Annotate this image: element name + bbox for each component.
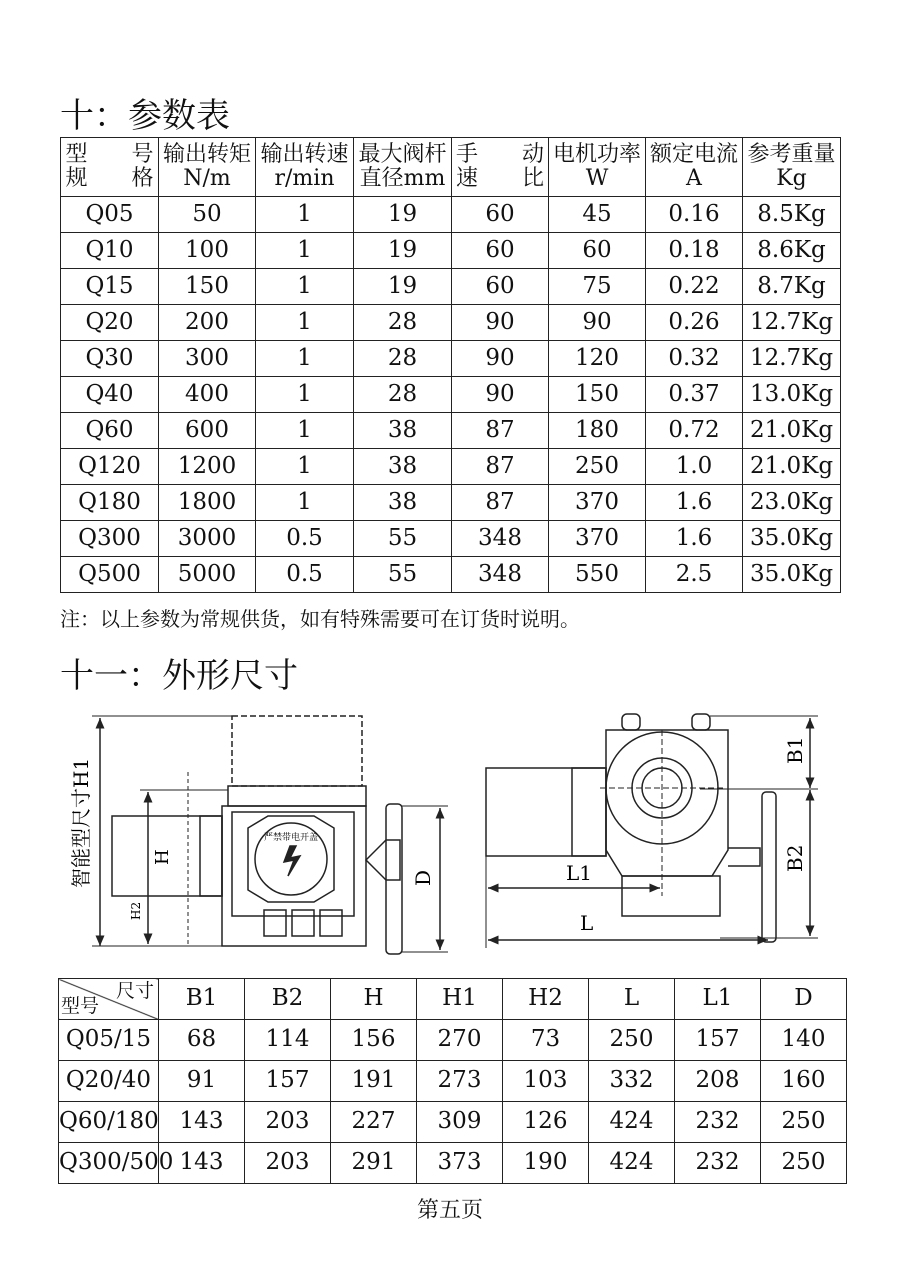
param-header-line2: 直径mm (359, 166, 446, 191)
param-cell: 150 (549, 377, 646, 413)
param-cell: 1.6 (646, 521, 743, 557)
base-flange (622, 876, 720, 916)
param-cell: 21.0Kg (743, 449, 841, 485)
param-cell: 90 (452, 341, 549, 377)
param-header-cell (354, 138, 452, 197)
dim-cell: 273 (417, 1061, 503, 1102)
section-title-dimensions: 十一：外形尺寸 (60, 656, 298, 696)
smart-size-label: 智能型尺寸H1 (69, 757, 93, 888)
param-cell: 50 (159, 197, 256, 233)
dim-row (59, 1061, 847, 1102)
dim-cell: 203 (245, 1102, 331, 1143)
label-h: H (152, 849, 173, 865)
param-row (61, 197, 841, 233)
dimension-table (58, 978, 847, 1184)
param-cell: 19 (354, 233, 452, 269)
param-cell: 75 (549, 269, 646, 305)
param-cell: 0.16 (646, 197, 743, 233)
param-cell: 0.72 (646, 413, 743, 449)
dim-corner-cell (59, 979, 159, 1020)
dim-cell: 424 (589, 1143, 675, 1184)
dim-cell: 373 (417, 1143, 503, 1184)
param-header-line2: W (585, 166, 609, 191)
dim-cell: 208 (675, 1061, 761, 1102)
param-cell: 12.7Kg (743, 305, 841, 341)
param-cell: 8.7Kg (743, 269, 841, 305)
param-cell: Q60 (61, 413, 159, 449)
param-cell: 90 (452, 377, 549, 413)
dim-cell: 203 (245, 1143, 331, 1184)
label-d: D (411, 869, 435, 886)
param-cell: 23.0Kg (743, 485, 841, 521)
param-cell: 13.0Kg (743, 377, 841, 413)
dimension-drawing (0, 700, 900, 970)
dim-cell: 143 (159, 1143, 245, 1184)
dim-cell: 91 (159, 1061, 245, 1102)
param-cell: 550 (549, 557, 646, 593)
param-cell: 100 (159, 233, 256, 269)
param-header-cell (743, 138, 841, 197)
label-l1: L1 (566, 861, 593, 885)
param-cell: 87 (452, 413, 549, 449)
dim-row (59, 1020, 847, 1061)
param-cell: 55 (354, 521, 452, 557)
param-cell: 38 (354, 413, 452, 449)
dim-cell: 332 (589, 1061, 675, 1102)
param-cell: Q180 (61, 485, 159, 521)
param-header-cell (452, 138, 549, 197)
dim-cell: 190 (503, 1143, 589, 1184)
dim-header-cell: B2 (245, 979, 331, 1020)
param-header-cell (159, 138, 256, 197)
param-cell: 1 (256, 269, 354, 305)
dim-header-cell: L (589, 979, 675, 1020)
dim-header-cell: D (761, 979, 847, 1020)
param-header-line2: 规 格 (65, 166, 154, 191)
param-cell: 120 (549, 341, 646, 377)
param-header-line1: 额定电流 (649, 141, 738, 167)
dim-header-cell: H2 (503, 979, 589, 1020)
param-cell: 28 (354, 341, 452, 377)
param-cell: 0.18 (646, 233, 743, 269)
corner-top-label: 尺寸 (115, 980, 154, 1002)
param-cell: 600 (159, 413, 256, 449)
param-header-line2: 速 比 (455, 166, 544, 191)
dim-cell: 140 (761, 1020, 847, 1061)
note-text: 注：以上参数为常规供货，如有特殊需要可在订货时说明。 (60, 607, 580, 631)
dim-cell: Q20/40 (59, 1061, 159, 1102)
motor-right (486, 768, 606, 856)
param-cell: 0.37 (646, 377, 743, 413)
param-header-cell (61, 138, 159, 197)
param-cell: 28 (354, 377, 452, 413)
param-cell: 1.0 (646, 449, 743, 485)
param-cell: 1 (256, 197, 354, 233)
dim-cell: Q60/180 (59, 1102, 159, 1143)
param-cell: 348 (452, 557, 549, 593)
param-cell: 1 (256, 413, 354, 449)
param-cell: 38 (354, 485, 452, 521)
param-cell: 55 (354, 557, 452, 593)
param-cell: 180 (549, 413, 646, 449)
param-header-line2: Kg (776, 166, 807, 191)
dim-cell: 250 (761, 1102, 847, 1143)
dim-row (59, 1102, 847, 1143)
param-header-line2: r/min (274, 166, 335, 191)
param-header-cell (256, 138, 354, 197)
param-cell: 0.22 (646, 269, 743, 305)
dim-cell: 143 (159, 1102, 245, 1143)
param-row (61, 485, 841, 521)
param-cell: 0.5 (256, 557, 354, 593)
page-number: 第五页 (416, 1198, 483, 1223)
param-cell: Q120 (61, 449, 159, 485)
param-header-line1: 手 动 (455, 141, 544, 167)
param-cell: 1 (256, 341, 354, 377)
dim-cell: 250 (761, 1143, 847, 1184)
param-cell: 0.5 (256, 521, 354, 557)
param-row (61, 341, 841, 377)
dim-cell: 191 (331, 1061, 417, 1102)
param-cell: 90 (452, 305, 549, 341)
dim-header-cell: H (331, 979, 417, 1020)
param-cell: 2.5 (646, 557, 743, 593)
gearbox-body (606, 730, 728, 876)
param-cell: 8.6Kg (743, 233, 841, 269)
param-row (61, 557, 841, 593)
param-header-row (61, 138, 841, 197)
param-cell: 12.7Kg (743, 341, 841, 377)
param-cell: 150 (159, 269, 256, 305)
param-cell: 1 (256, 233, 354, 269)
dim-cell: 232 (675, 1143, 761, 1184)
param-cell: 0.26 (646, 305, 743, 341)
param-header-line2: N/m (183, 166, 231, 191)
param-cell: 1.6 (646, 485, 743, 521)
param-cell: 3000 (159, 521, 256, 557)
param-header-cell (549, 138, 646, 197)
param-cell: 60 (549, 233, 646, 269)
param-cell: 35.0Kg (743, 557, 841, 593)
actuator-body (222, 806, 366, 946)
param-cell: 19 (354, 269, 452, 305)
param-row (61, 377, 841, 413)
dim-row (59, 1143, 847, 1184)
label-b2: B2 (783, 844, 807, 872)
label-h2: H2 (129, 901, 143, 920)
param-cell: Q15 (61, 269, 159, 305)
param-cell: 370 (549, 485, 646, 521)
dim-cell: 103 (503, 1061, 589, 1102)
param-header-line1: 输出转矩 (162, 141, 251, 167)
param-cell: 19 (354, 197, 452, 233)
param-cell: 1 (256, 305, 354, 341)
dim-cell: 126 (503, 1102, 589, 1143)
param-cell: 35.0Kg (743, 521, 841, 557)
dim-cell: 157 (675, 1020, 761, 1061)
param-header-line1: 参考重量 (747, 141, 836, 167)
dim-cell: 156 (331, 1020, 417, 1061)
label-b1: B1 (783, 736, 807, 764)
param-cell: 1 (256, 377, 354, 413)
param-header-cell (646, 138, 743, 197)
param-cell: 5000 (159, 557, 256, 593)
smart-cover-outline (232, 716, 362, 786)
param-cell: 1800 (159, 485, 256, 521)
corner-bottom-label: 型号 (61, 995, 100, 1018)
param-cell: 0.32 (646, 341, 743, 377)
param-cell: 200 (159, 305, 256, 341)
dim-cell: 157 (245, 1061, 331, 1102)
param-header-line1: 型 号 (65, 141, 154, 167)
dim-cell: 250 (589, 1020, 675, 1061)
param-cell: Q300 (61, 521, 159, 557)
param-cell: 45 (549, 197, 646, 233)
dim-cell: 68 (159, 1020, 245, 1061)
dim-cell: 227 (331, 1102, 417, 1143)
param-header-line1: 电机功率 (552, 141, 641, 167)
dim-cell: 114 (245, 1020, 331, 1061)
param-cell: 21.0Kg (743, 413, 841, 449)
param-row (61, 449, 841, 485)
dim-cell: 291 (331, 1143, 417, 1184)
label-l: L (580, 911, 594, 935)
param-cell: 87 (452, 485, 549, 521)
param-cell: 60 (452, 233, 549, 269)
param-cell: 1200 (159, 449, 256, 485)
dim-cell: 160 (761, 1061, 847, 1102)
warning-text: 严禁带电开盖 (263, 833, 319, 843)
dim-cell: 232 (675, 1102, 761, 1143)
dim-cell: Q05/15 (59, 1020, 159, 1061)
param-cell: 1 (256, 449, 354, 485)
param-cell: Q05 (61, 197, 159, 233)
section-title-parameters: 十：参数表 (60, 96, 230, 136)
param-cell: 90 (549, 305, 646, 341)
param-header-line2: A (686, 166, 702, 191)
dim-cell: 73 (503, 1020, 589, 1061)
param-cell: Q30 (61, 341, 159, 377)
parameter-table (60, 137, 841, 593)
param-cell: 87 (452, 449, 549, 485)
param-row (61, 305, 841, 341)
param-header-line1: 最大阀杆 (358, 141, 447, 167)
dim-cell: 309 (417, 1102, 503, 1143)
param-cell: Q500 (61, 557, 159, 593)
param-header-line1: 输出转速 (260, 141, 349, 167)
param-cell: 1 (256, 485, 354, 521)
param-cell: 370 (549, 521, 646, 557)
dim-header-cell: L1 (675, 979, 761, 1020)
param-cell: 250 (549, 449, 646, 485)
dim-cell: 424 (589, 1102, 675, 1143)
param-row (61, 269, 841, 305)
handwheel-right (762, 792, 776, 942)
param-cell: Q10 (61, 233, 159, 269)
dim-header-cell: B1 (159, 979, 245, 1020)
param-cell: 300 (159, 341, 256, 377)
param-cell: 348 (452, 521, 549, 557)
param-row (61, 233, 841, 269)
dim-cell: 270 (417, 1020, 503, 1061)
param-cell: Q40 (61, 377, 159, 413)
param-cell: 400 (159, 377, 256, 413)
param-row (61, 521, 841, 557)
lightning-icon (284, 846, 300, 876)
param-cell: 28 (354, 305, 452, 341)
param-cell: 38 (354, 449, 452, 485)
dim-header-cell: H1 (417, 979, 503, 1020)
param-row (61, 413, 841, 449)
dim-header-row (59, 979, 847, 1020)
param-cell: 8.5Kg (743, 197, 841, 233)
dim-cell: Q300/500 (59, 1143, 159, 1184)
param-cell: 60 (452, 197, 549, 233)
param-cell: Q20 (61, 305, 159, 341)
param-cell: 60 (452, 269, 549, 305)
